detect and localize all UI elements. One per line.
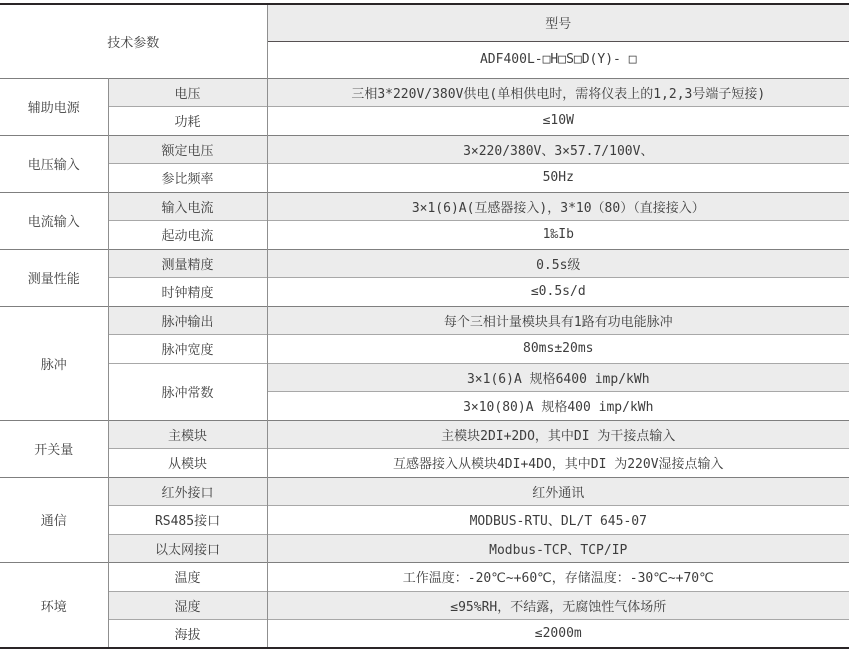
group-label: 电流输入: [0, 192, 108, 249]
param-value: ≤10W: [267, 107, 849, 136]
param-label: 脉冲输出: [108, 306, 267, 335]
param-value: 红外通讯: [267, 477, 849, 506]
param-value: 80ms±20ms: [267, 335, 849, 364]
param-label: 从模块: [108, 449, 267, 478]
param-label: 参比频率: [108, 164, 267, 193]
param-label: 脉冲宽度: [108, 335, 267, 364]
param-value: 3×1(6)A 规格6400 imp/kWh: [267, 363, 849, 392]
group-label: 环境: [0, 563, 108, 649]
param-label: 电压: [108, 78, 267, 107]
model-column-header: 型号: [267, 4, 849, 41]
param-label: 输入电流: [108, 192, 267, 221]
param-value: 3×10(80)A 规格400 imp/kWh: [267, 392, 849, 421]
group-label: 辅助电源: [0, 78, 108, 135]
param-value: ≤0.5s/d: [267, 278, 849, 307]
group-label: 脉冲: [0, 306, 108, 420]
group-label: 测量性能: [0, 249, 108, 306]
param-value: 主模块2DI+2DO，其中DI 为干接点输入: [267, 420, 849, 449]
param-value: 3×1(6)A(互感器接入)，3*10（80）（直接接入）: [267, 192, 849, 221]
param-label: 红外接口: [108, 477, 267, 506]
param-label: 时钟精度: [108, 278, 267, 307]
group-label: 通信: [0, 477, 108, 563]
group-label: 开关量: [0, 420, 108, 477]
param-value: ≤95%RH，不结露，无腐蚀性气体场所: [267, 591, 849, 620]
param-value: 每个三相计量模块具有1路有功电能脉冲: [267, 306, 849, 335]
param-label: 以太网接口: [108, 534, 267, 563]
param-label: 温度: [108, 563, 267, 592]
param-value: ≤2000m: [267, 620, 849, 649]
param-value: 互感器接入从模块4DI+4DO，其中DI 为220V湿接点输入: [267, 449, 849, 478]
param-value: 三相3*220V/380V供电(单相供电时，需将仪表上的1,2,3号端子短接): [267, 78, 849, 107]
param-label: 额定电压: [108, 135, 267, 164]
param-label: 测量精度: [108, 249, 267, 278]
model-value: ADF400L-□H□S□D(Y)- □: [267, 41, 849, 78]
param-value: MODBUS-RTU、DL/T 645-07: [267, 506, 849, 535]
param-value: Modbus-TCP、TCP/IP: [267, 534, 849, 563]
param-label: 起动电流: [108, 221, 267, 250]
param-label: RS485接口: [108, 506, 267, 535]
param-label: 湿度: [108, 591, 267, 620]
param-label: 海拔: [108, 620, 267, 649]
param-value: 工作温度：-20℃~+60℃，存储温度：-30℃~+70℃: [267, 563, 849, 592]
table-corner-header: 技术参数: [0, 4, 267, 78]
group-label: 电压输入: [0, 135, 108, 192]
spec-table: [0, 3, 849, 649]
param-value: 1‰Ib: [267, 221, 849, 250]
param-value: 3×220/380V、3×57.7/100V、: [267, 135, 849, 164]
param-value: 0.5s级: [267, 249, 849, 278]
param-label: 功耗: [108, 107, 267, 136]
param-value: 50Hz: [267, 164, 849, 193]
param-label: 脉冲常数: [108, 363, 267, 420]
param-label: 主模块: [108, 420, 267, 449]
